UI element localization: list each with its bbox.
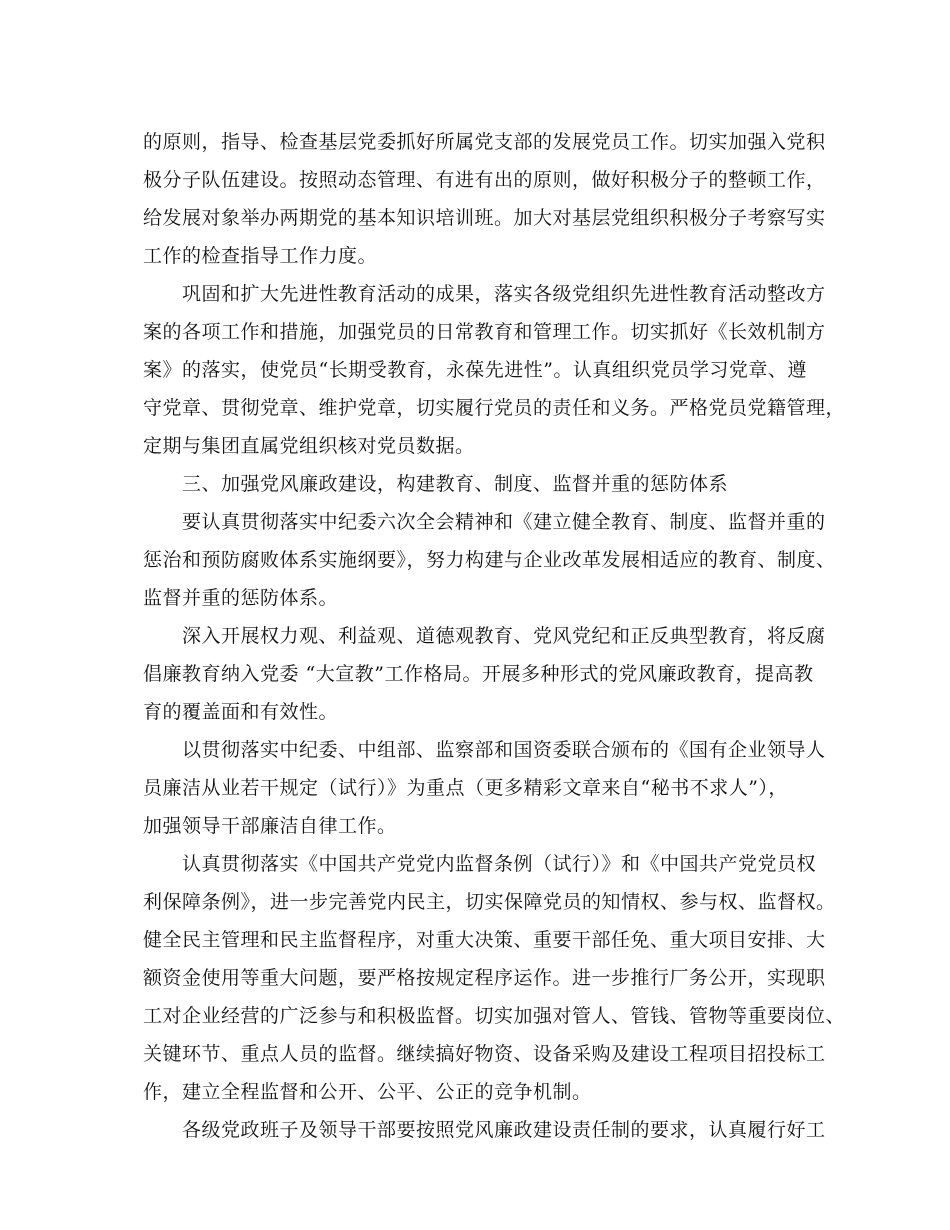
text-line: 育的覆盖面和有效性。 <box>143 701 339 723</box>
text-line: 认真贯彻落实《中国共产党党内监督条例（试行）》和《中国共产党党员权 <box>143 853 817 875</box>
text-line: 的原则，指导、检查基层党委抓好所属党支部的发展党员工作。切实加强入党积 <box>143 131 826 153</box>
text-line: 以贯彻落实中纪委、中组部、监察部和国资委联合颁布的《国有企业领导人 <box>143 739 826 761</box>
text-line: 加强领导干部廉洁自律工作。 <box>143 815 397 837</box>
text-line: 定期与集团直属党组织核对党员数据。 <box>143 435 475 457</box>
text-line: 关键环节、重点人员的监督。继续搞好物资、设备采购及建设工程项目招投标工 <box>143 1043 826 1065</box>
text-line: 监督并重的惩防体系。 <box>143 587 339 609</box>
text-line: 工对企业经营的广泛参与和积极监督。切实加强对管人、管钱、管物等重要岗位、 <box>143 1005 846 1027</box>
text-line: 工作的检查指导工作力度。 <box>143 245 378 267</box>
text-line: 案》的落实，使党员“长期受教育，永葆先进性”。认真组织党员学习党章、遵 <box>143 359 807 381</box>
text-line: 倡廉教育纳入党委 “大宣教”工作格局。开展多种形式的党风廉政教育，提高教 <box>143 663 814 685</box>
text-line: 深入开展权力观、利益观、道德观教育、党风党纪和正反典型教育，将反腐 <box>143 625 826 647</box>
text-line: 额资金使用等重大问题，要严格按规定程序运作。进一步推行厂务公开，实现职 <box>143 967 826 989</box>
section-heading: 三、加强党风廉政建设，构建教育、制度、监督并重的惩防体系 <box>143 473 729 495</box>
text-line: 给发展对象举办两期党的基本知识培训班。加大对基层党组织积极分子考察写实 <box>143 207 826 229</box>
text-line: 作，建立全程监督和公开、公平、公正的竞争机制。 <box>143 1081 592 1103</box>
text-line: 巩固和扩大先进性教育活动的成果，落实各级党组织先进性教育活动整改方 <box>143 283 826 305</box>
text-line: 案的各项工作和措施，加强党员的日常教育和管理工作。切实抓好《长效机制方 <box>143 321 826 343</box>
text-line: 守党章、贯彻党章、维护党章，切实履行党员的责任和义务。严格党员党籍管理， <box>143 397 846 419</box>
text-line: 健全民主管理和民主监督程序，对重大决策、重要干部任免、重大项目安排、大 <box>143 929 826 951</box>
text-line: 惩治和预防腐败体系实施纲要》，努力构建与企业改革发展相适应的教育、制度、 <box>143 549 836 571</box>
text-line: 各级党政班子及领导干部要按照党风廉政建设责任制的要求，认真履行好工 <box>143 1119 826 1141</box>
text-line: 要认真贯彻落实中纪委六次全会精神和《建立健全教育、制度、监督并重的 <box>143 511 826 533</box>
text-line: 极分子队伍建设。按照动态管理、有进有出的原则，做好积极分子的整顿工作， <box>143 169 826 191</box>
text-line: 员廉洁从业若干规定（试行）》为重点（更多精彩文章来自“秘书不求人”）， <box>143 777 788 799</box>
text-line: 利保障条例》，进一步完善党内民主，切实保障党员的知情权、参与权、监督权。 <box>143 891 836 913</box>
